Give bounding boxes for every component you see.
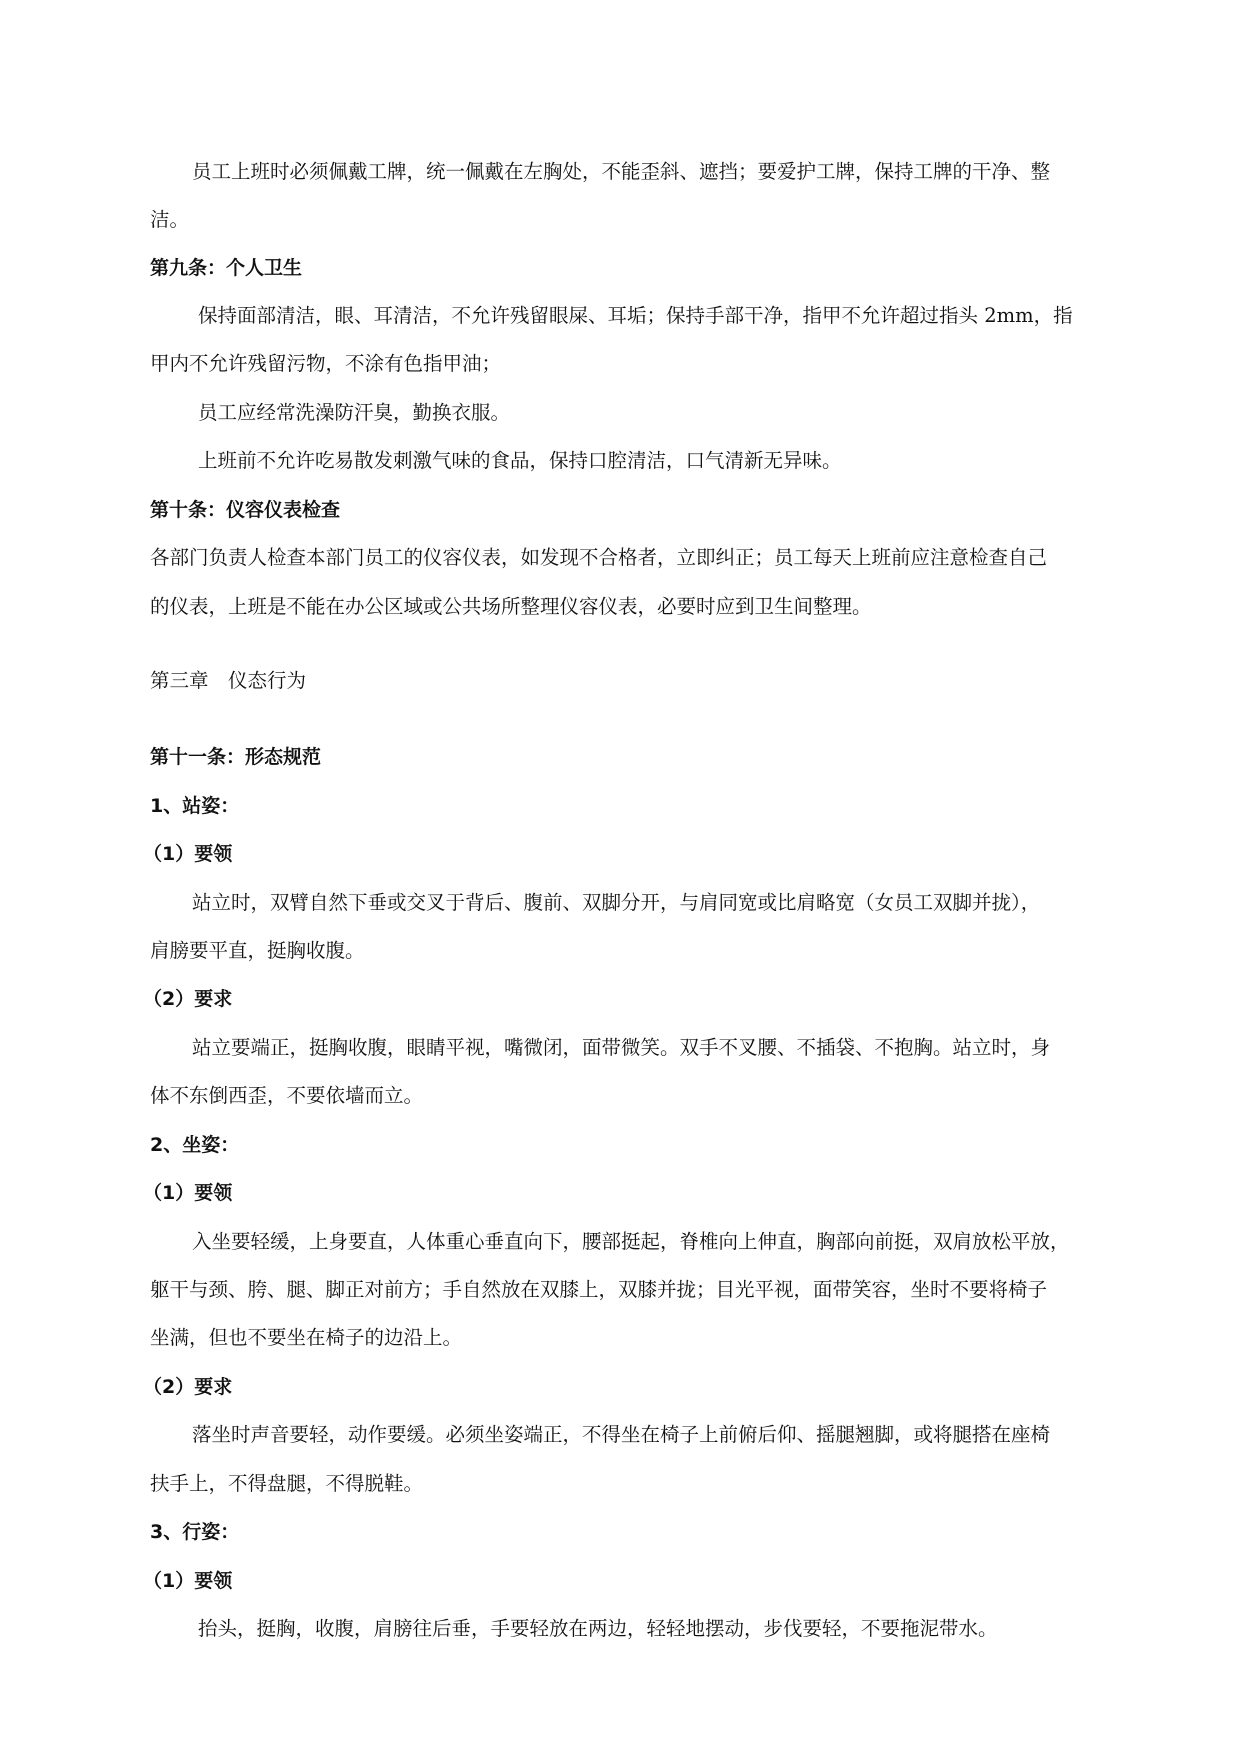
section-2-subheading-a: （1）要领: [143, 1182, 233, 1204]
section-2-b-line-2: 扶手上，不得盘腿，不得脱鞋。: [150, 1472, 424, 1495]
section-1-subheading-b: （2）要求: [143, 988, 233, 1010]
article-9-paragraph-1-line-1: 保持面部清洁，眼、耳清洁，不允许残留眼屎、耳垢；保持手部干净，指甲不允许超过指头 2mm，指: [198, 304, 1073, 327]
section-2-b-line-1: 落坐时声音要轻，动作要缓。必须坐姿端正，不得坐在椅子上前俯后仰、摇腿翘脚，或将腿搭在座椅: [192, 1423, 1051, 1446]
section-2-a-line-2: 躯干与颈、胯、腿、脚正对前方；手自然放在双膝上，双膝并拢；目光平视，面带笑容，坐时不要将椅子: [150, 1278, 1048, 1301]
section-2-a-line-1: 入坐要轻缓，上身要直，人体重心垂直向下，腰部挺起，脊椎向上伸直，胸部向前挺，双肩放松平放，: [192, 1230, 1070, 1253]
article-11-heading: 第十一条：形态规范: [150, 746, 322, 768]
article-9-heading: 第九条：个人卫生: [150, 257, 303, 279]
section-1-heading: 1、站姿：: [150, 795, 240, 817]
badge-paragraph-line-1: 员工上班时必须佩戴工牌，统一佩戴在左胸处，不能歪斜、遮挡；要爱护工牌，保持工牌的干净、整: [192, 160, 1051, 183]
article-10-heading: 第十条：仪容仪表检查: [150, 499, 341, 521]
article-10-paragraph-line-2: 的仪表，上班是不能在办公区域或公共场所整理仪容仪表，必要时应到卫生间整理。: [150, 595, 872, 618]
section-3-heading: 3、行姿：: [150, 1521, 240, 1543]
section-2-heading: 2、坐姿：: [150, 1134, 240, 1156]
article-9-paragraph-3: 上班前不允许吃易散发刺激气味的食品，保持口腔清洁，口气清新无异味。: [198, 449, 842, 472]
badge-paragraph-line-2: 洁。: [150, 208, 190, 231]
article-10-paragraph-line-1: 各部门负责人检查本部门员工的仪容仪表，如发现不合格者，立即纠正；员工每天上班前应注意检查自己: [150, 546, 1048, 569]
section-1-a-line-2: 肩膀要平直，挺胸收腹。: [150, 939, 365, 962]
section-1-a-line-1: 站立时，双臂自然下垂或交叉于背后、腹前、双脚分开，与肩同宽或比肩略宽（女员工双脚并拢），: [192, 891, 1041, 914]
article-9-paragraph-2: 员工应经常洗澡防汗臭，勤换衣服。: [198, 401, 511, 424]
section-2-a-line-3: 坐满，但也不要坐在椅子的边沿上。: [150, 1326, 463, 1349]
section-3-subheading-a: （1）要领: [143, 1570, 233, 1592]
section-1-subheading-a: （1）要领: [143, 843, 233, 865]
section-1-b-line-2: 体不东倒西歪，不要依墙而立。: [150, 1084, 424, 1107]
section-3-a-line-1: 抬头，挺胸，收腹，肩膀往后垂，手要轻放在两边，轻轻地摆动，步伐要轻，不要拖泥带水。: [198, 1617, 998, 1640]
section-1-b-line-1: 站立要端正，挺胸收腹，眼睛平视，嘴微闭，面带微笑。双手不叉腰、不插袋、不抱胸。站立时，身: [192, 1036, 1051, 1059]
section-2-subheading-b: （2）要求: [143, 1376, 233, 1398]
article-9-paragraph-1-line-2: 甲内不允许残留污物，不涂有色指甲油；: [150, 352, 502, 375]
chapter-3-heading: 第三章 仪态行为: [150, 669, 307, 692]
